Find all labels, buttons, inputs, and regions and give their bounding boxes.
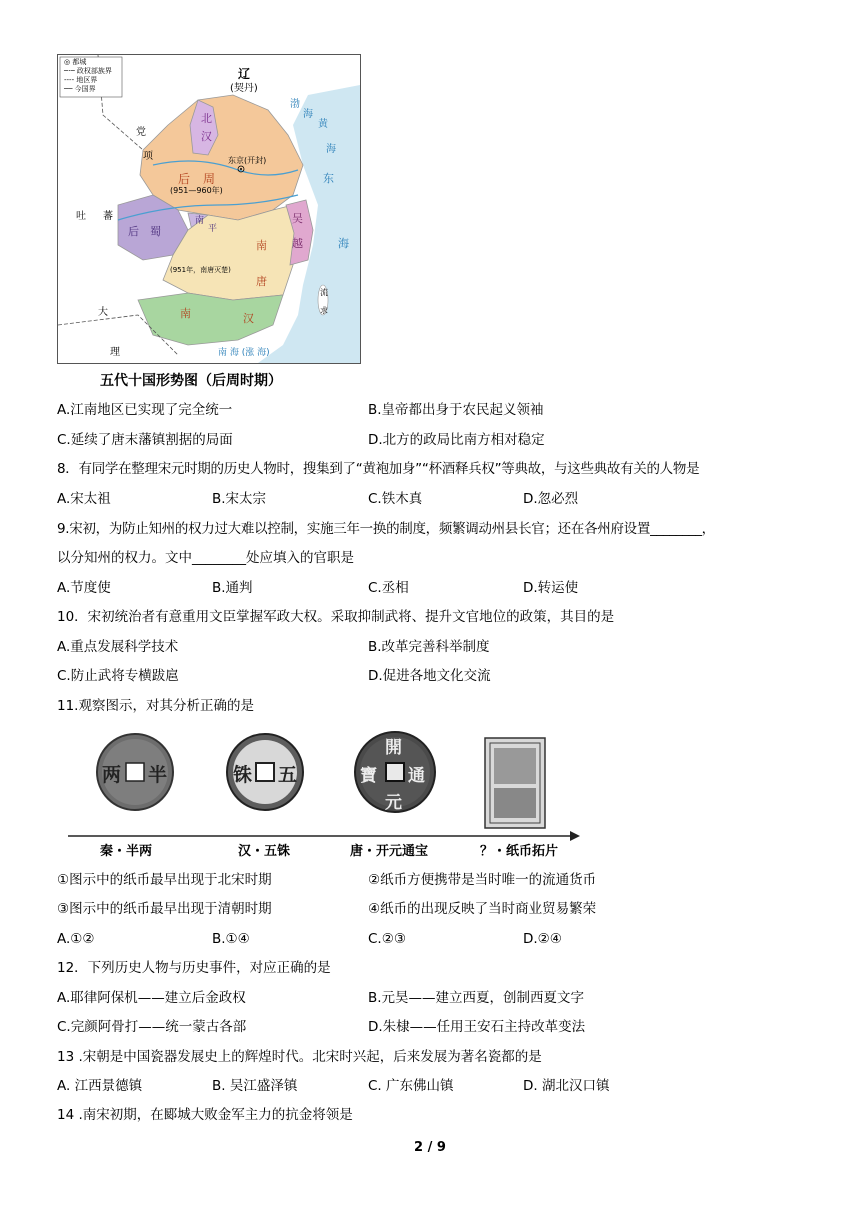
q11-statement-2: ②纸币方便携带是当时唯一的流通货币 (368, 872, 597, 888)
q9-option-a: A.节度使 (57, 580, 111, 596)
q8-question: 8．有同学在整理宋元时期的历史人物时，搜集到了“黄袍加身”“杯酒释兵权”等典故，与这些典故有关的人物是 (57, 461, 700, 477)
label-nantang-2: 唐 (256, 275, 267, 288)
label-qidan: (契丹) (230, 83, 258, 94)
q9-question-line2: 以分知州的权力。文中________处应填入的官职是 (57, 550, 354, 566)
banliang-glyph-right: 半 (148, 764, 168, 786)
label-liuqiu-1: 流 (320, 288, 328, 297)
kaiyuan-glyph-bottom: 元 (385, 793, 402, 813)
label-tubo-2: 蕃 (103, 211, 113, 222)
label-dali-1: 大 (98, 307, 108, 318)
q11-option-c: C.②③ (368, 931, 406, 947)
caption-tang-kaiyuan: 唐・开元通宝 (350, 844, 429, 859)
q8-option-b: B.宋太宗 (212, 491, 267, 507)
currency-timeline-figure (60, 730, 600, 860)
legend-national-border: ── 今国界 (64, 85, 96, 93)
q12-option-a: A.耶律阿保机——建立后金政权 (57, 990, 246, 1006)
label-nanhan-1: 南 (180, 307, 191, 320)
label-houzhou-2: 周 (203, 172, 216, 186)
q11-statement-4: ④纸币的出现反映了当时商业贸易繁荣 (368, 901, 597, 917)
wuzhu-glyph-left: 铢 (233, 764, 253, 786)
banliang-glyph-left: 两 (102, 764, 122, 786)
q13-question: 13 .宋朝是中国瓷器发展史上的辉煌时代。北宋时兴起，后来发展为著名瓷都的是 (57, 1049, 542, 1065)
label-nanping-2: 平 (208, 224, 218, 234)
label-huanghai-2: 海 (326, 144, 336, 155)
label-nanhan-2: 汉 (243, 312, 254, 325)
label-nanping-1: 南 (195, 216, 205, 226)
q12-question: 12．下列历史人物与历史事件，对应正确的是 (57, 960, 331, 976)
q9-question-line1: 9.宋初，为防止知州的权力过大难以控制，实施三年一换的制度，频繁调动州县长官；还在各州府设置________， (57, 521, 715, 537)
q8-option-c: C.铁木真 (368, 491, 423, 507)
q11-option-d: D.②④ (523, 931, 562, 947)
label-liuqiu-2: 求 (320, 306, 328, 315)
legend-regime-border: ─·─ 政权部族界 (64, 67, 112, 75)
q11-question: 11.观察图示，对其分析正确的是 (57, 698, 254, 714)
label-wuyue-1: 吴 (292, 212, 303, 225)
q13-option-a: A. 江西景德镇 (57, 1078, 143, 1094)
wuzhu-glyph-right: 五 (278, 764, 298, 786)
label-houshu: 后 蜀 (128, 225, 161, 238)
q11-statement-1: ①图示中的纸币最早出现于北宋时期 (57, 872, 272, 888)
label-huanghai-1: 黄 (318, 119, 328, 130)
q10-option-d: D.促进各地文化交流 (368, 668, 491, 684)
label-houzhou-years: (951—960年) (170, 186, 223, 195)
label-donghai-2: 海 (338, 237, 349, 250)
label-liao: 辽 (238, 67, 251, 81)
q13-option-b: B. 吴江盛泽镇 (212, 1078, 298, 1094)
label-nanhai: 南 海 (涨 海) (218, 348, 270, 358)
caption-paper-note: ？・纸币拓片 (480, 844, 559, 859)
label-beihan-1: 北 (201, 112, 212, 125)
q12-option-b: B.元昊——建立西夏，创制西夏文字 (368, 990, 585, 1006)
q9-option-c: C.丞相 (368, 580, 409, 596)
q7-option-a: A.江南地区已实现了完全统一 (57, 402, 233, 418)
label-dongjing: 东京(开封) (228, 156, 267, 165)
q11-statement-3: ③图示中的纸币最早出现于清朝时期 (57, 901, 272, 917)
q7-option-b: B.皇帝都出身于农民起义领袖 (368, 402, 544, 418)
q9-option-b: B.通判 (212, 580, 253, 596)
label-bohai-2: 海 (303, 109, 313, 120)
label-dali-2: 理 (110, 347, 120, 358)
q10-option-a: A.重点发展科学技术 (57, 639, 179, 655)
q7-option-d: D.北方的政局比南方相对稳定 (368, 432, 545, 448)
q13-option-c: C. 广东佛山镇 (368, 1078, 454, 1094)
paper-note-rubbing (485, 738, 545, 828)
legend-region-border: ---- 地区界 (64, 76, 98, 84)
q8-option-a: A.宋太祖 (57, 491, 111, 507)
five-dynasties-map (57, 54, 361, 364)
q7-option-c: C.延续了唐末藩镇割据的局面 (57, 432, 233, 448)
kaiyuan-glyph-top: 開 (385, 738, 402, 758)
q10-option-c: C.防止武将专横跋扈 (57, 668, 179, 684)
caption-han-wuzhu: 汉・五铢 (238, 844, 291, 859)
label-dangxiang-1: 党 (136, 127, 146, 138)
label-beihan-2: 汉 (201, 130, 212, 143)
map-caption: 五代十国形势图（后周时期） (100, 373, 282, 389)
page-number: 2 / 9 (414, 1140, 446, 1155)
q10-question: 10．宋初统治者有意重用文臣掌握军政大权。采取抑制武将、提升文官地位的政策，其目的是 (57, 609, 615, 625)
label-donghai-1: 东 (323, 172, 334, 185)
label-wuyue-2: 越 (292, 237, 303, 250)
q12-option-d: D.朱棣——任用王安石主持改革变法 (368, 1019, 586, 1035)
q9-option-d: D.转运使 (523, 580, 579, 596)
q12-option-c: C.完颜阿骨打——统一蒙古各部 (57, 1019, 247, 1035)
q13-option-d: D. 湖北汉口镇 (523, 1078, 610, 1094)
kaiyuan-glyph-left: 寶 (360, 766, 377, 786)
q11-option-b: B.①④ (212, 931, 250, 947)
legend-capital: ◎ 都城 (64, 58, 87, 66)
label-tubo-1: 吐 (76, 211, 86, 222)
q10-option-b: B.改革完善科举制度 (368, 639, 490, 655)
label-houzhou-1: 后 (178, 172, 191, 186)
kaiyuan-glyph-right: 通 (408, 766, 425, 786)
map-legend (64, 58, 112, 94)
label-bohai-1: 渤 (290, 99, 300, 110)
q11-option-a: A.①② (57, 931, 95, 947)
label-chu-note: (951年，南唐灭楚) (170, 266, 231, 274)
q8-option-d: D.忽必烈 (523, 491, 579, 507)
label-nantang-1: 南 (256, 239, 267, 252)
q14-question: 14 .南宋初期，在郾城大败金军主力的抗金将领是 (57, 1107, 353, 1123)
caption-qin-banliang: 秦・半两 (100, 844, 153, 859)
label-dangxiang-2: 项 (143, 151, 153, 162)
